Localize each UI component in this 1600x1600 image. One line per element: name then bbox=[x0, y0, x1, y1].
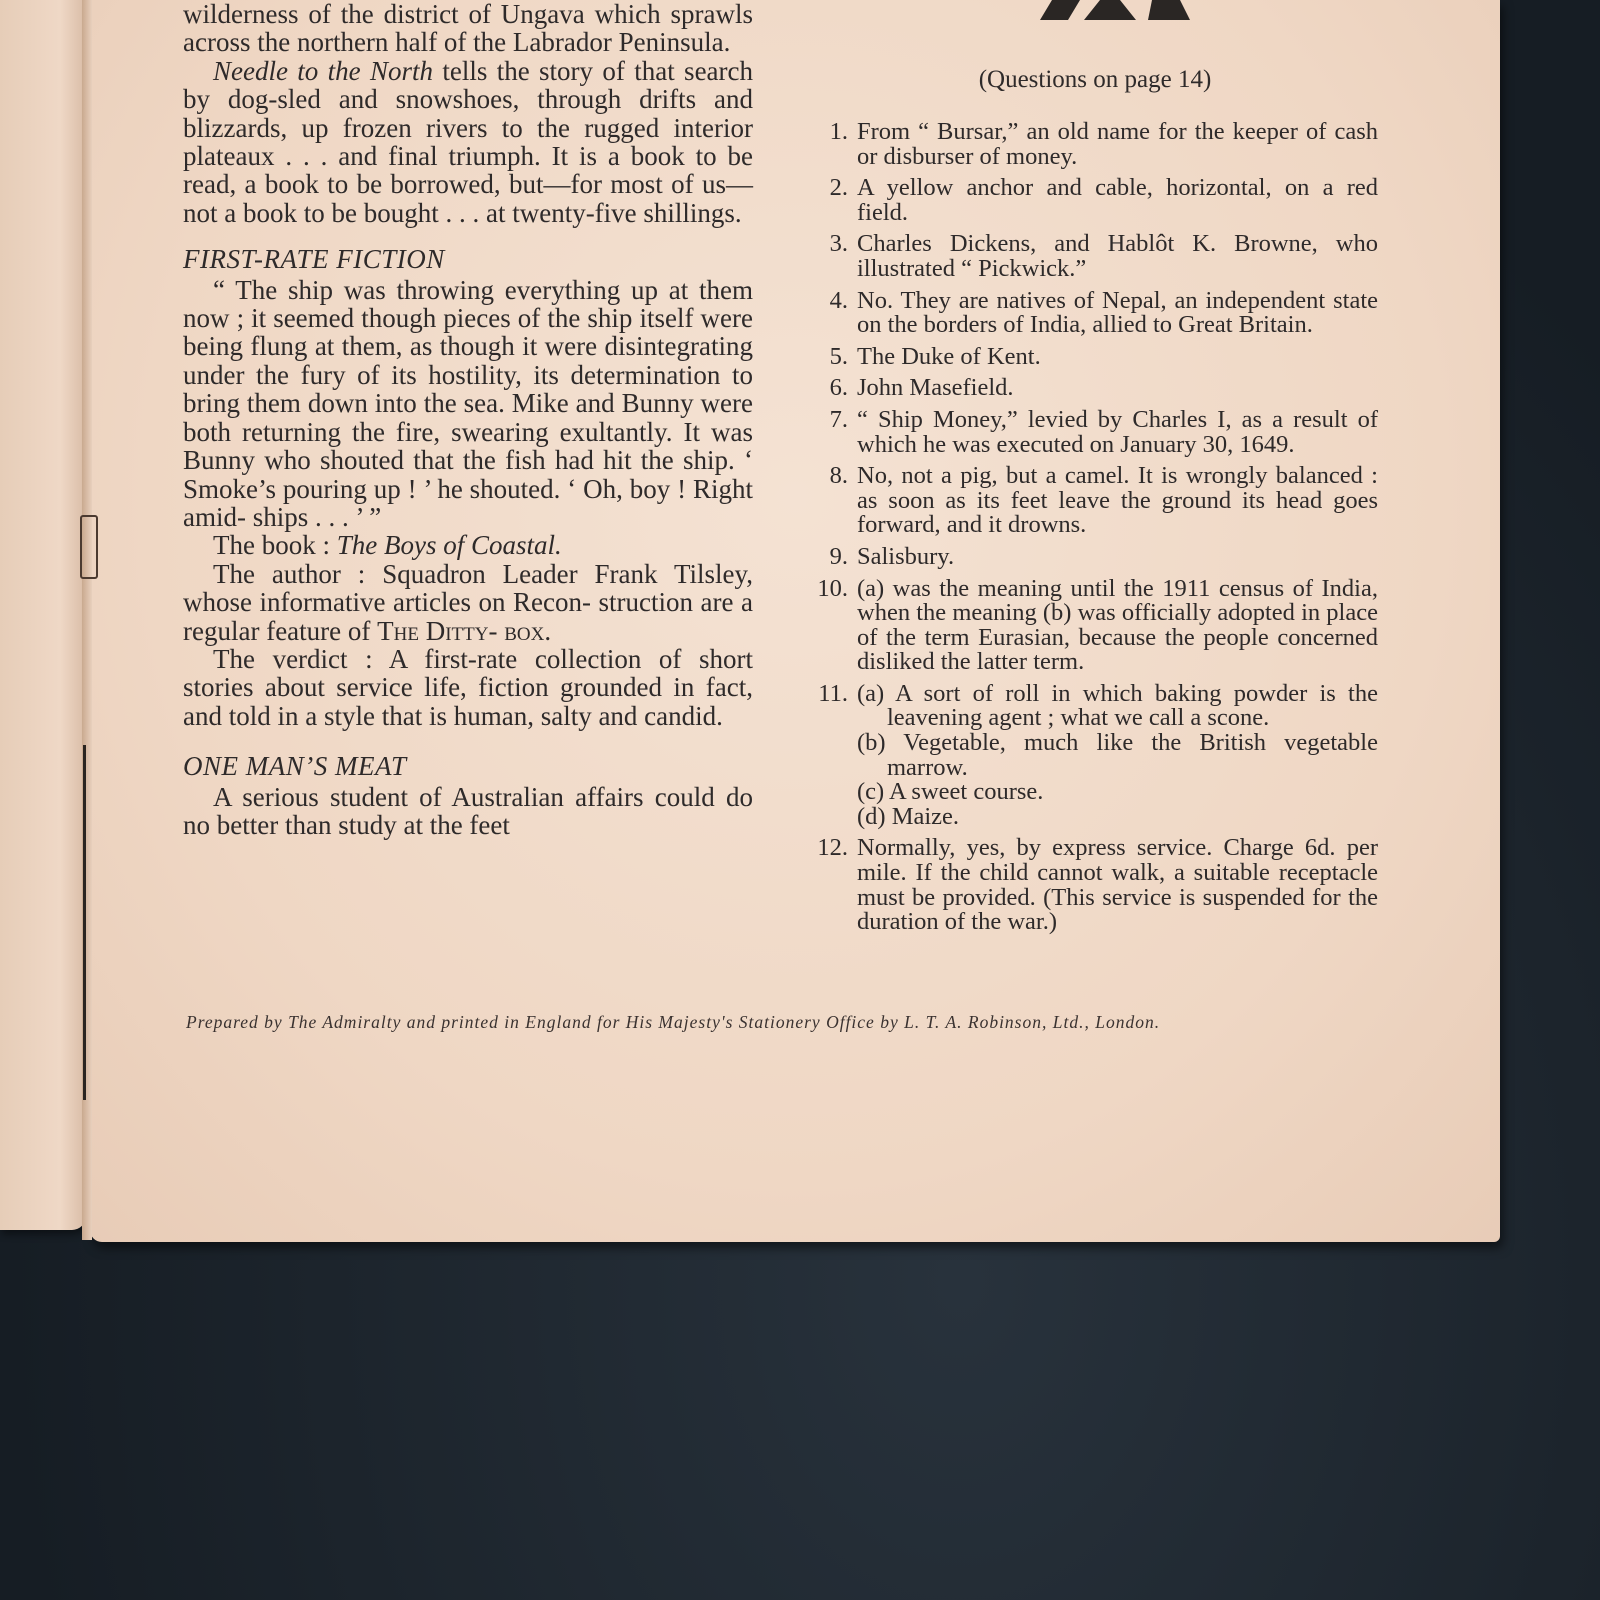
verdict-text: A first-rate collection of short stories about service life, fiction grounded in fact, and told in a style that is human, salty and candid. bbox=[183, 643, 753, 731]
answer-item-7 bbox=[808, 405, 1378, 458]
masthead-logo-fragment bbox=[1040, 0, 1190, 20]
answer-number: 6. bbox=[829, 374, 848, 402]
magazine-name: The Ditty- box. bbox=[377, 615, 552, 646]
answer-number: 4. bbox=[829, 286, 848, 314]
answer-text: From “ Bursar,” an old name for the keeper of cash or disburser of money. bbox=[857, 118, 1378, 170]
needle-paragraph bbox=[183, 57, 753, 227]
answer-number: 9. bbox=[829, 542, 848, 570]
answer-number: 7. bbox=[829, 405, 848, 433]
book-title: The Boys of Coastal. bbox=[336, 530, 562, 561]
section-heading-meat: ONE MAN’S MEAT bbox=[183, 751, 407, 782]
answer-text: No, not a pig, but a camel. It is wrongly balanced : as soon as its feet leave the ground its head goes forward, and it drowns. bbox=[857, 462, 1378, 539]
answer-number: 8. bbox=[829, 462, 848, 490]
answer-number: 11. bbox=[818, 679, 848, 707]
answer-item-8 bbox=[808, 464, 1378, 538]
answer-item-4 bbox=[808, 286, 1378, 339]
answer-number: 12. bbox=[817, 834, 848, 862]
answer-item-12 bbox=[808, 836, 1378, 934]
answer-text: The Duke of Kent. bbox=[857, 342, 1041, 370]
answer-11-part-b: (b) Vegetable, much like the British vegetable marrow. bbox=[857, 729, 1378, 781]
answer-11-part-a: (a) A sort of roll in which baking powder is the leavening agent ; what we call a scone. bbox=[857, 679, 1378, 732]
answer-item-6 bbox=[808, 376, 1378, 401]
answer-text: “ Ship Money,” levied by Charles I, as a result of which he was executed on January 30, 1649. bbox=[857, 405, 1378, 458]
fiction-quote: “ The ship was throwing everything up at them now ; it seemed though pieces of the ship itself were being flung at them, as though it were disintegrating under the fury of its hostility, its determination to bring them down into the sea. Mike and Bunny were both returning the fire, swearing exultantly. It was Bunny who shouted that the fish had hit the ship. ‘ Smoke’s pouring up ! ’ he shouted. ‘ Oh, boy ! Right amid- ships . . . ’ ” bbox=[183, 274, 753, 532]
section-heading-fiction: FIRST-RATE FICTION bbox=[183, 244, 445, 275]
answer-number: 1. bbox=[829, 118, 848, 145]
author-line bbox=[183, 560, 753, 645]
answer-item-11 bbox=[808, 679, 1378, 830]
answer-text: Normally, yes, by express service. Charge 6d. per mile. If the child cannot walk, a suitable receptacle must be provided. (This service is suspended for the duration of the war.) bbox=[857, 834, 1378, 936]
verdict-label: The verdict : bbox=[213, 643, 373, 674]
binding-line bbox=[83, 745, 86, 1100]
answer-text: No. They are natives of Nepal, an independent state on the borders of India, allied to Great Britain. bbox=[857, 286, 1378, 339]
printer-imprint: Prepared by The Admiralty and printed in England for His Majesty's Stationery Office by L. T. A. Robinson, Ltd., London. bbox=[186, 1012, 1161, 1032]
answer-number: 2. bbox=[829, 174, 848, 202]
staple-mark bbox=[80, 515, 98, 579]
facing-page-edge bbox=[0, 0, 86, 1230]
verdict-line bbox=[183, 645, 753, 730]
answer-text: (a) was the meaning until the 1911 census of India, when the meaning (b) was officially adopted in place of the term Eurasian, because the people concerned disliked the latter term. bbox=[857, 574, 1378, 676]
answer-item-1 bbox=[808, 120, 1378, 169]
needle-text: tells the story of that search by dog-sled and snowshoes, through drifts and blizzards, up frozen rivers to the rugged interior plateaux . . . and final triumph. It is a book to be read, a book to be borrowed, but—for most of us—not a book to be bought . . . at twenty-five shillings. bbox=[183, 55, 754, 228]
book-label: The book : bbox=[213, 530, 330, 561]
answer-item-5 bbox=[808, 342, 1378, 370]
answer-text: Salisbury. bbox=[857, 542, 955, 570]
book-line bbox=[183, 531, 753, 559]
answer-item-10 bbox=[808, 574, 1378, 676]
answer-item-3 bbox=[808, 232, 1378, 281]
questions-note: (Questions on page 14) bbox=[978, 66, 1212, 93]
answer-text: A yellow anchor and cable, horizontal, on a red field. bbox=[857, 174, 1378, 226]
answer-number: 5. bbox=[829, 342, 848, 370]
meat-paragraph: A serious student of Australian affairs could do no better than study at the feet bbox=[183, 781, 753, 840]
answer-text: Charles Dickens, and Hablôt K. Browne, who illustrated “ Pickwick.” bbox=[857, 230, 1378, 282]
answers-list bbox=[808, 120, 1378, 942]
answer-item-9 bbox=[808, 542, 1378, 570]
left-column bbox=[183, 0, 753, 839]
answer-number: 10. bbox=[817, 574, 848, 602]
answer-11-part-d: (d) Maize. bbox=[857, 802, 960, 830]
answer-text: John Masefield. bbox=[857, 374, 1014, 402]
needle-book-title: Needle to the North bbox=[213, 55, 434, 86]
answer-11-part-c: (c) A sweet course. bbox=[857, 778, 1044, 806]
intro-paragraph: wilderness of the district of Ungava which sprawls across the northern half of the Labrador Peninsula. bbox=[183, 0, 753, 58]
author-label: The author : bbox=[213, 558, 366, 589]
author-text: Squadron Leader Frank Tilsley, whose informative articles on Recon- struction are a regular feature of bbox=[183, 558, 753, 646]
answer-number: 3. bbox=[829, 230, 848, 258]
answer-item-2 bbox=[808, 176, 1378, 225]
